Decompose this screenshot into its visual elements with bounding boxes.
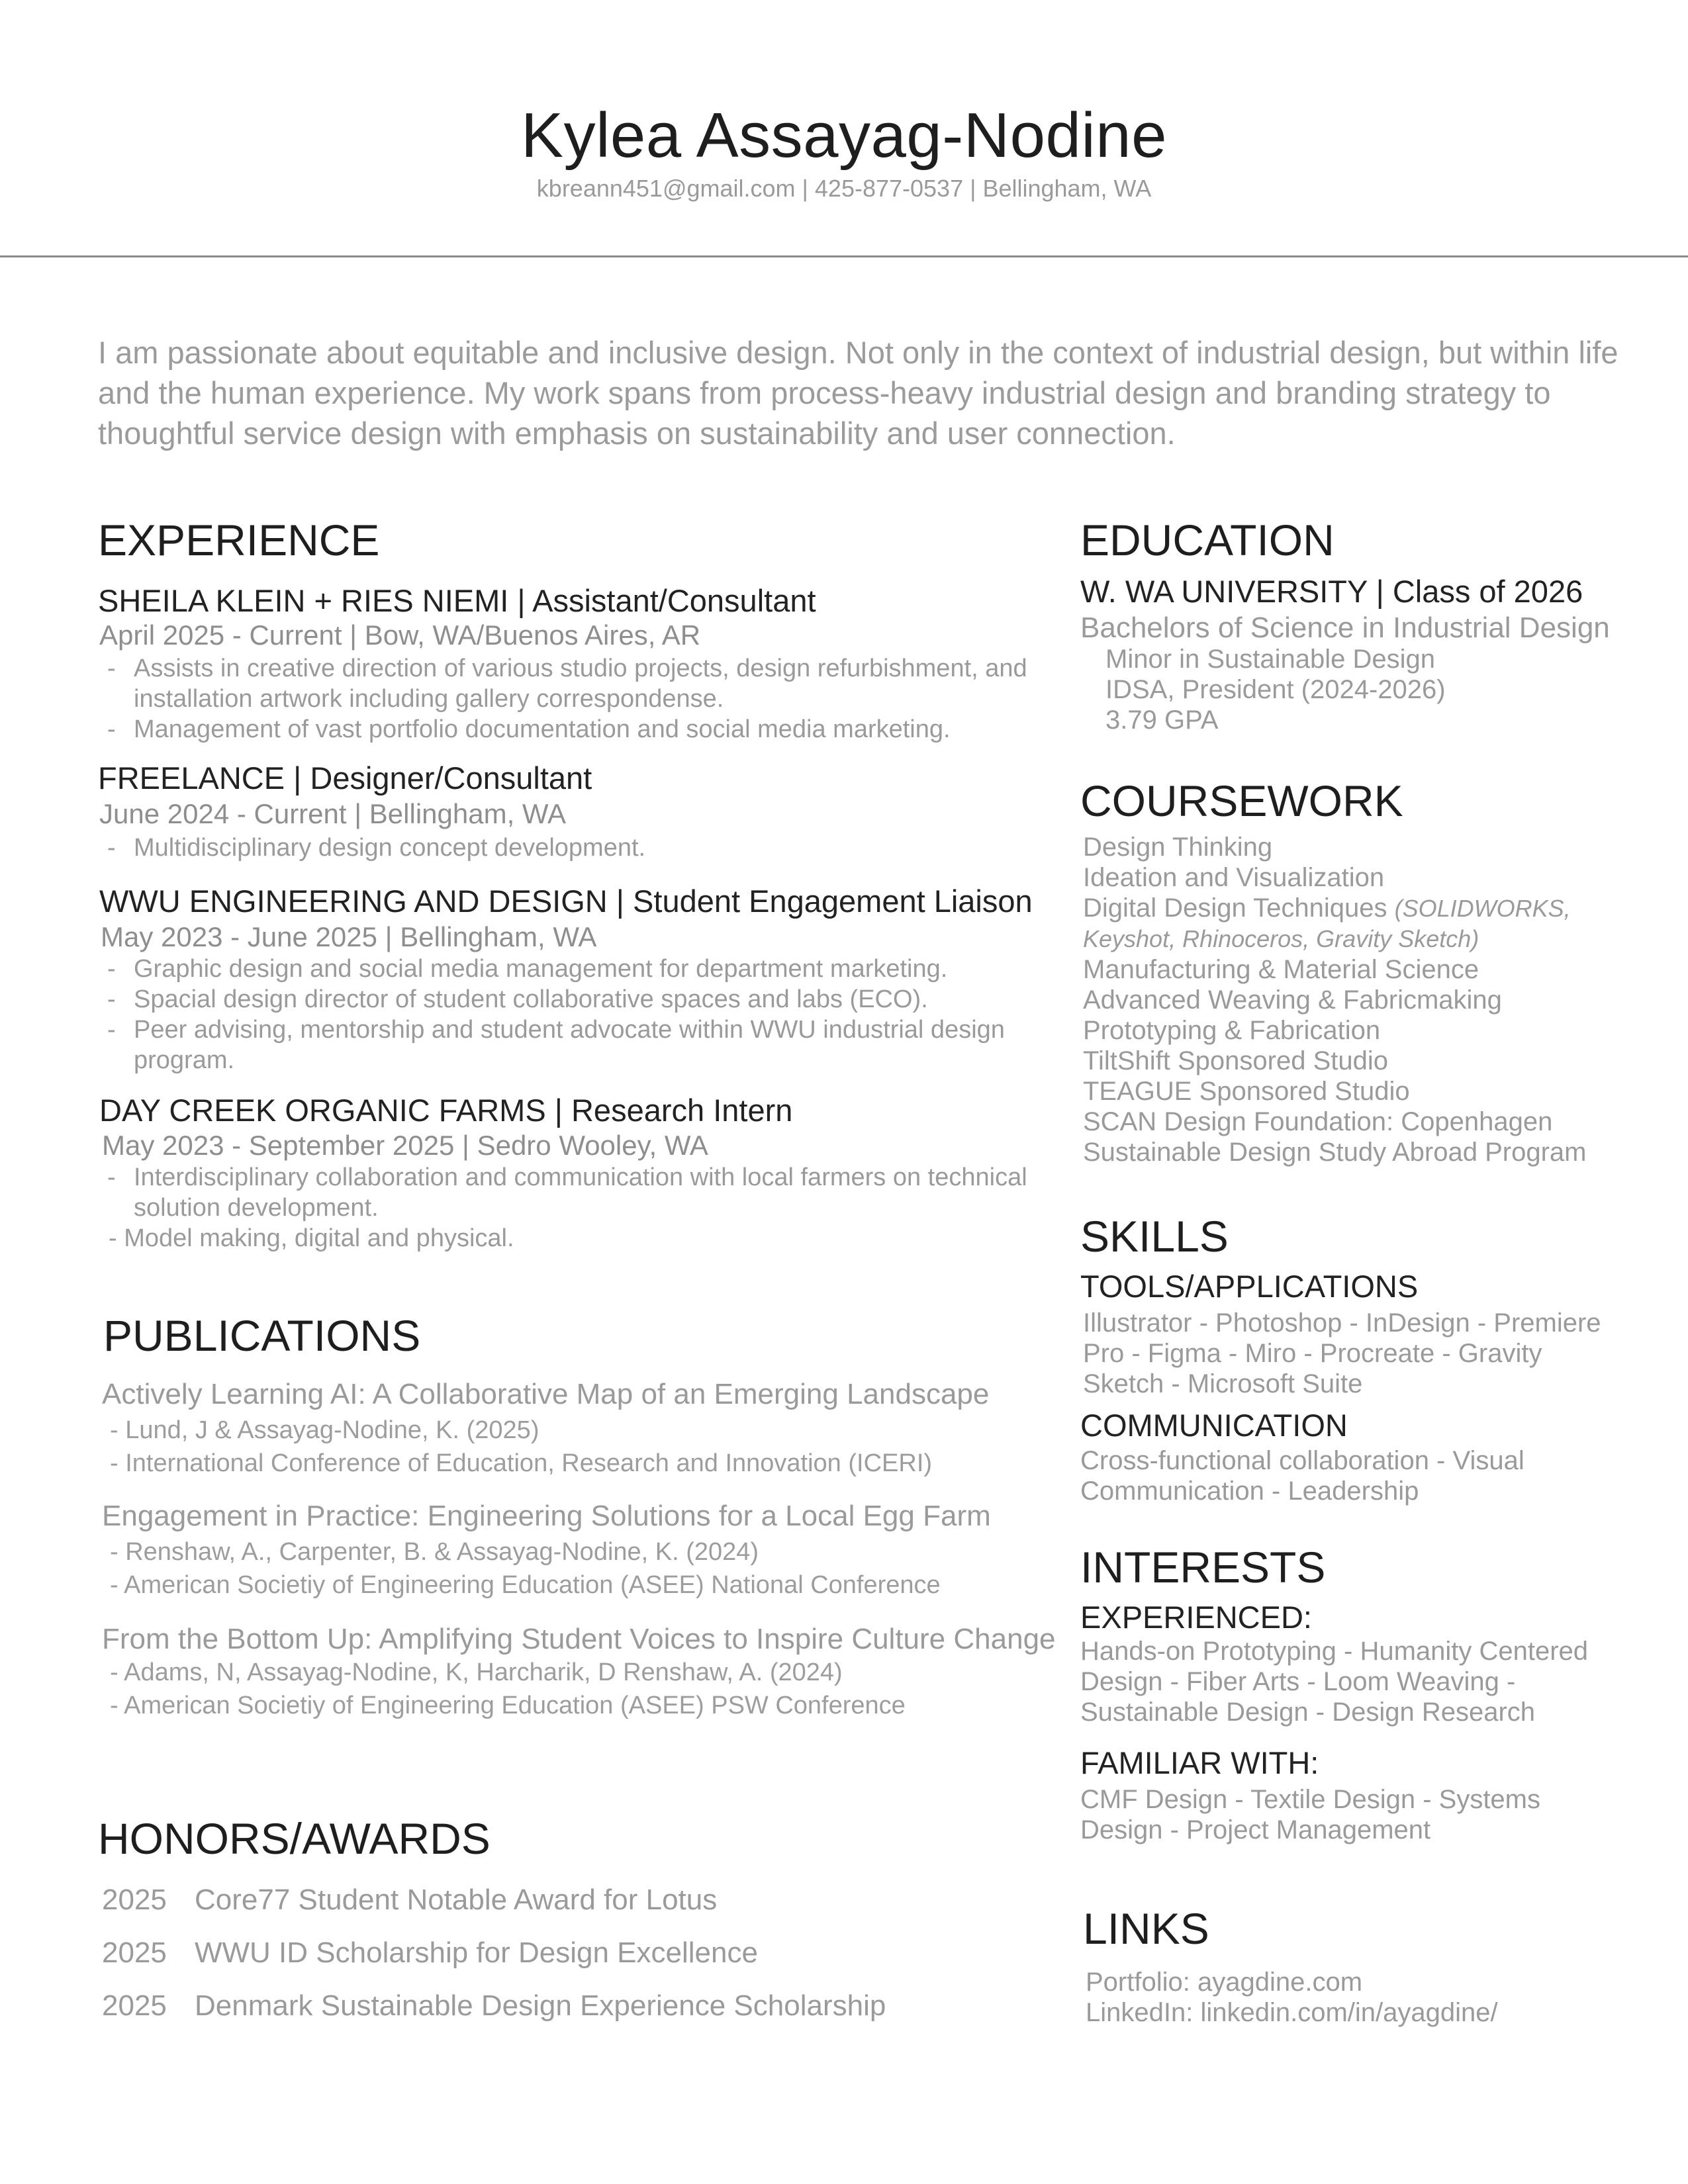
education-detail: Minor in Sustainable Design <box>1105 645 1436 674</box>
skills-heading: SKILLS <box>1080 1212 1229 1261</box>
interests-familiar-heading: FAMILIAR WITH: <box>1080 1745 1319 1780</box>
course-item: Advanced Weaving & Fabricmaking <box>1083 985 1502 1015</box>
course-item: Manufacturing & Material Science <box>1083 955 1479 984</box>
job-bullet: - Interdisciplinary collaboration and communication with local farmers on technical solution development. <box>99 1162 1066 1223</box>
education-heading: EDUCATION <box>1080 516 1335 565</box>
interests-experienced-heading: EXPERIENCED: <box>1080 1600 1312 1635</box>
education-degree: Bachelors of Science in Industrial Design <box>1080 612 1610 644</box>
job-meta: June 2024 - Current | Bellingham, WA <box>99 798 567 829</box>
publication-title: Engagement in Practice: Engineering Solutions for a Local Egg Farm <box>102 1500 991 1532</box>
publications-heading: PUBLICATIONS <box>103 1311 421 1360</box>
job-bullets <box>99 833 1066 863</box>
course-item: TEAGUE Sponsored Studio <box>1083 1077 1410 1106</box>
publication-authors: - Adams, N, Assayag-Nodine, K, Harcharik, D Renshaw, A. (2024) <box>110 1659 843 1686</box>
education-details <box>1080 644 1446 735</box>
skills-tools: Illustrator - Photoshop - InDesign - Premiere Pro - Figma - Miro - Procreate - Gravity Sketch - Microsoft Suite <box>1083 1308 1601 1398</box>
job-title: WWU ENGINEERING AND DESIGN | Student Engagement Liaison <box>99 884 1033 919</box>
course-tools: (SOLIDWORKS, <box>1394 895 1571 922</box>
honors-heading: HONORS/AWARDS <box>98 1814 491 1863</box>
course-item: TiltShift Sponsored Studio <box>1083 1046 1388 1075</box>
award-text: WWU ID Scholarship for Design Excellence <box>195 1936 758 1969</box>
interests-experienced: Hands-on Prototyping - Humanity Centered Design - Fiber Arts - Loom Weaving - Sustainable Design - Design Research <box>1080 1637 1589 1727</box>
publication-details <box>110 1656 906 1722</box>
award-year: 2025 <box>102 1989 167 2022</box>
job-bullets <box>99 954 1066 1075</box>
job-bullet: - Graphic design and social media management for department marketing. <box>99 954 1066 984</box>
job-bullet: - Model making, digital and physical. <box>109 1224 514 1252</box>
course-item: Design Thinking <box>1083 833 1273 862</box>
skills-communication-heading: COMMUNICATION <box>1080 1408 1348 1443</box>
publication-title: Actively Learning AI: A Collaborative Map of an Emerging Landscape <box>102 1378 990 1410</box>
links-heading: LINKS <box>1083 1904 1209 1953</box>
skills-communication: Cross-functional collaboration - Visual Communication - Leadership <box>1080 1446 1524 1506</box>
job-meta: April 2025 - Current | Bow, WA/Buenos Aires, AR <box>99 619 701 651</box>
course-item: Sustainable Design Study Abroad Program <box>1083 1138 1587 1167</box>
linkedin-link[interactable]: LinkedIn: linkedin.com/in/ayagdine/ <box>1086 1998 1498 2027</box>
publication-venue: - American Societiy of Engineering Education (ASEE) National Conference <box>110 1571 941 1599</box>
coursework-list <box>1083 832 1626 1167</box>
award-item <box>102 1989 886 2023</box>
award-item <box>102 1884 717 1917</box>
header-divider <box>0 255 1688 257</box>
contact-line: kbreann451@gmail.com | 425-877-0537 | Bellingham, WA <box>536 175 1152 202</box>
education-detail: 3.79 GPA <box>1105 705 1219 735</box>
coursework-heading: COURSEWORK <box>1080 776 1403 825</box>
award-item <box>102 1936 758 1970</box>
summary-paragraph: I am passionate about equitable and inclusive design. Not only in the context of industrial design, but within life and the human experience. My work spans from process-heavy industrial design and branding strategy to thoughtful service design with emphasis on sustainability and user connection. <box>98 335 1618 451</box>
job-bullet: - Spacial design director of student collaborative spaces and labs (ECO). <box>99 984 1066 1015</box>
portfolio-link[interactable]: Portfolio: ayagdine.com <box>1086 1968 1363 1997</box>
job-title: SHEILA KLEIN + RIES NIEMI | Assistant/Consultant <box>98 583 816 618</box>
publication-details <box>110 1535 941 1602</box>
publication-title: From the Bottom Up: Amplifying Student Voices to Inspire Culture Change <box>102 1623 1056 1655</box>
publication-authors: - Renshaw, A., Carpenter, B. & Assayag-Nodine, K. (2024) <box>110 1538 759 1566</box>
job-meta: May 2023 - June 2025 | Bellingham, WA <box>101 921 597 952</box>
job-bullets <box>99 1162 1066 1253</box>
job-bullet: - Management of vast portfolio documentation and social media marketing. <box>99 714 1066 745</box>
job-title: DAY CREEK ORGANIC FARMS | Research Intern <box>99 1093 793 1128</box>
job-meta: May 2023 - September 2025 | Sedro Wooley, WA <box>102 1130 708 1161</box>
publication-venue: - American Societiy of Engineering Education (ASEE) PSW Conference <box>110 1692 906 1719</box>
award-text: Denmark Sustainable Design Experience Scholarship <box>195 1989 886 2022</box>
award-text: Core77 Student Notable Award for Lotus <box>195 1884 718 1916</box>
course-item: SCAN Design Foundation: Copenhagen <box>1083 1107 1553 1136</box>
course-tools-continued: Keyshot, Rhinoceros, Gravity Sketch) <box>1083 925 1479 952</box>
job-bullets <box>99 653 1066 745</box>
education-school: W. WA UNIVERSITY | Class of 2026 <box>1080 574 1583 609</box>
interests-heading: INTERESTS <box>1080 1543 1326 1592</box>
course-item: Prototyping & Fabrication <box>1083 1016 1381 1045</box>
course-item <box>1083 893 1626 924</box>
publication-venue: - International Conference of Education, Research and Innovation (ICERI) <box>110 1449 933 1477</box>
course-name: Digital Design Techniques <box>1083 893 1387 923</box>
job-bullet: - Peer advising, mentorship and student advocate within WWU industrial design program. <box>99 1015 1066 1075</box>
interests-familiar: CMF Design - Textile Design - Systems Design - Project Management <box>1080 1785 1540 1844</box>
job-bullet: - Multidisciplinary design concept development. <box>99 833 1066 863</box>
experience-heading: EXPERIENCE <box>98 516 380 565</box>
links-list <box>1086 1967 1498 2028</box>
skills-tools-heading: TOOLS/APPLICATIONS <box>1080 1269 1419 1304</box>
job-title: FREELANCE | Designer/Consultant <box>98 760 592 796</box>
publication-details <box>110 1414 932 1480</box>
award-year: 2025 <box>102 1884 167 1916</box>
publication-authors: - Lund, J & Assayag-Nodine, K. (2025) <box>110 1416 539 1444</box>
resume-name: Kylea Assayag-Nodine <box>521 100 1167 171</box>
award-year: 2025 <box>102 1936 167 1969</box>
job-bullet: - Assists in creative direction of various studio projects, design refurbishment, and installation artwork including gallery correspondense. <box>99 653 1066 714</box>
education-detail: IDSA, President (2024-2026) <box>1105 675 1446 704</box>
course-item: Ideation and Visualization <box>1083 863 1385 892</box>
